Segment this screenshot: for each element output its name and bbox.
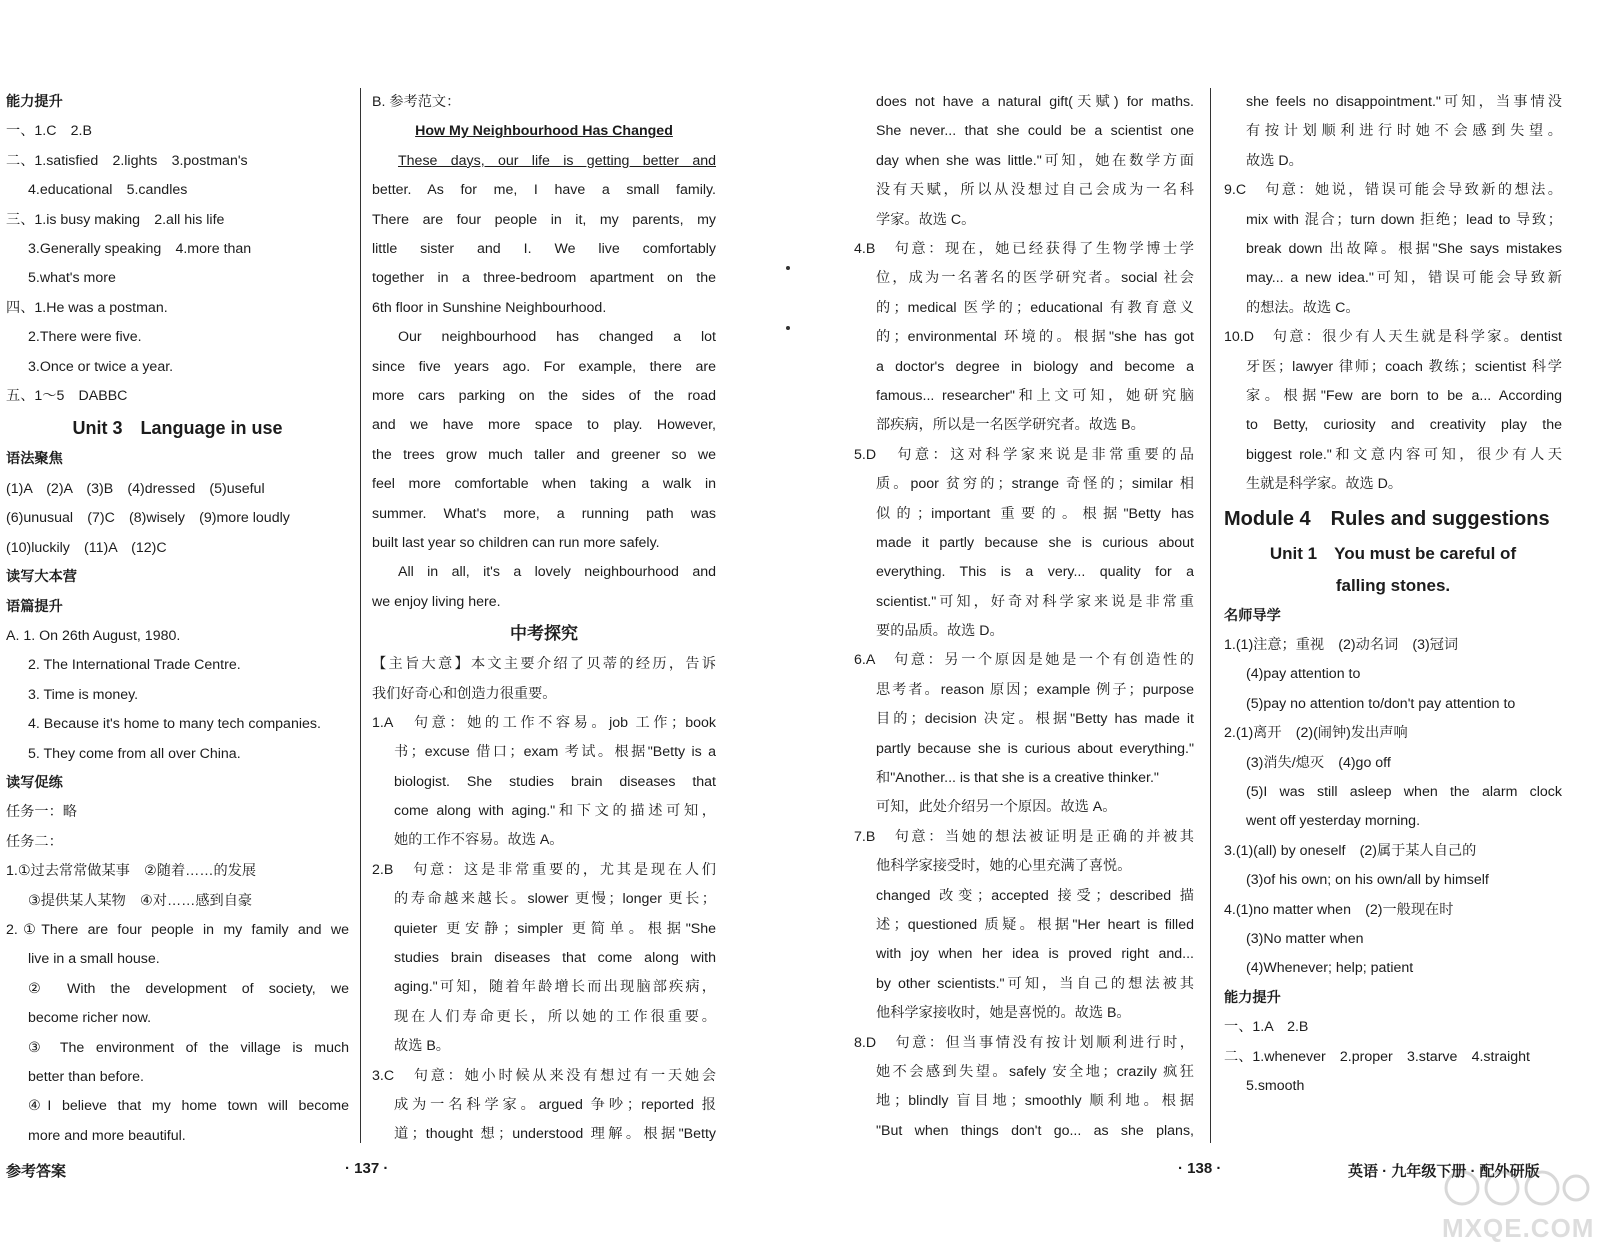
margin-dot — [786, 326, 790, 330]
answer-line: 1.A 句意：她的工作不容易。job 工作；book — [372, 714, 716, 731]
answer-line: 4. Because it's home to many tech companies. — [28, 716, 321, 733]
answer-line: 道；thought 想；understood 理解。根据"Betty — [394, 1126, 716, 1143]
unit-heading: Unit 1 You must be careful of — [1269, 543, 1517, 563]
answer-line: does not have a natural gift(天赋) for maths. — [876, 94, 1194, 110]
answer-line: 思考者。reason 原因；example 例子；purpose — [876, 681, 1194, 698]
footer-section-label: 参考答案 — [6, 1163, 67, 1180]
answer-line: 故选 B。 — [394, 1038, 450, 1055]
answer-line: a doctor's degree in biology and become a — [876, 358, 1194, 375]
answer-line: 书；excuse 借口；exam 考试。根据"Betty is a — [394, 744, 716, 761]
answer-line: (5)I was still asleep when the alarm clock — [1246, 783, 1562, 800]
answer-line: aging."可知，随着年龄增长而出现脑部疾病， — [394, 979, 716, 996]
answer-line: 5.D 句意：这对科学家来说是非常重要的品 — [854, 446, 1194, 463]
answer-line: 4.educational 5.candles — [28, 182, 188, 199]
answer-line: 生就是科学家。故选 D。 — [1246, 476, 1403, 493]
column-divider — [1210, 88, 1211, 1143]
answer-line: 他科学家接收时，她是喜悦的。故选 B。 — [876, 1005, 1131, 1022]
answer-line: (4)Whenever; help; patient — [1246, 960, 1414, 977]
answer-line: 1.①过去常常做某事 ②随着……的发展 — [6, 863, 257, 880]
answer-column-2 — [372, 88, 716, 1150]
essay-line: since five years ago. For example, there are — [372, 358, 716, 375]
answer-line: 的；environmental 环境的。根据"she has got — [876, 329, 1194, 346]
essay-line: built last year so children can run more safely. — [372, 534, 660, 551]
answer-line: 目的；decision 决定。根据"Betty has made it — [876, 711, 1194, 728]
answer-line: 的想法。故选 C。 — [1246, 299, 1360, 316]
answer-line: become richer now. — [28, 1010, 152, 1027]
margin-dot — [786, 266, 790, 270]
answer-line: (3)消失/熄灭 (4)go off — [1246, 754, 1391, 771]
answer-line: (1)A (2)A (3)B (4)dressed (5)useful — [6, 480, 265, 497]
answer-line: day when she was little."可知，她在数学方面 — [876, 152, 1194, 169]
answer-line: 位，成为一名著名的医学研究者。social 社会 — [876, 270, 1194, 287]
answer-line: 学家。故选 C。 — [876, 211, 976, 228]
answer-line: 9.C 句意：她说，错误可能会导致新的想法。 — [1224, 182, 1562, 199]
essay-line: 6th floor in Sunshine Neighbourhood. — [372, 299, 607, 316]
essay-line: There are four people in it, my parents, my — [372, 211, 716, 228]
answer-line: 3. Time is money. — [28, 686, 139, 703]
answer-line: 有按计划顺利进行时她不会感到失望。 — [1246, 123, 1562, 140]
answer-line: 5.what's more — [28, 270, 116, 287]
answer-line: A. 1. On 26th August, 1980. — [6, 627, 181, 644]
answer-line: 三、1.is busy making 2.all his life — [6, 211, 225, 228]
answer-line: scientist."可知，好奇对科学家来说是非常重 — [876, 593, 1194, 610]
section-heading: 能力提升 — [6, 94, 63, 110]
answer-line: 3.Generally speaking 4.more than — [28, 241, 252, 258]
answer-line: to Betty, curiosity and creativity play the — [1246, 417, 1562, 434]
answer-line: (3)No matter when — [1246, 930, 1364, 947]
answer-line: 地；blindly 盲目地；smoothly 顺利地。根据 — [876, 1093, 1194, 1110]
answer-line: 4.B 句意：现在，她已经获得了生物学博士学 — [854, 240, 1194, 257]
answer-line: 五、1～5 DABBC — [6, 388, 128, 405]
unit-heading: Unit 3 Language in use — [72, 418, 283, 439]
section-heading: 能力提升 — [1224, 989, 1281, 1006]
answer-line: 10.D 句意：很少有人天生就是科学家。dentist — [1224, 329, 1562, 346]
essay-line: the trees grow much taller and greener so we — [372, 446, 716, 463]
answer-line: quieter 更安静；simpler 更简单。根据"She — [394, 920, 716, 937]
answer-line: mix with 混合；turn down 拒绝；lead to 导致； — [1246, 211, 1562, 228]
answer-line: 述；questioned 质疑。根据"Her heart is filled — [876, 917, 1194, 934]
answer-line: come along with aging."和下文的描述可知， — [394, 803, 716, 820]
answer-line: biggest role."和文意内容可知，很少有人天 — [1246, 446, 1562, 463]
answer-line: She never... that she could be a scientist one — [876, 123, 1194, 140]
section-heading: 语法聚焦 — [6, 451, 63, 468]
answer-line: 3.Once or twice a year. — [28, 358, 174, 375]
answer-line: 她不会感到失望。safely 安全地；crazily 疯狂 — [876, 1064, 1194, 1080]
section-heading: 读写大本营 — [6, 569, 77, 586]
answer-line: 牙医；lawyer 律师；coach 教练；scientist 科学 — [1246, 358, 1562, 375]
essay-line: summer. What's more, a running path was — [372, 505, 716, 522]
answer-line: 我们好奇心和创造力很重要。 — [372, 685, 557, 702]
answer-line: 5.smooth — [1246, 1078, 1305, 1094]
answer-line: with joy when her idea is proved right and... — [876, 946, 1194, 963]
watermark-logo — [1442, 1168, 1595, 1243]
answer-line: 7.B 句意：当她的想法被证明是正确的并被其 — [854, 828, 1194, 845]
answer-line: ③ The environment of the village is much — [28, 1039, 349, 1056]
answer-line: more and more beautiful. — [28, 1127, 186, 1144]
unit-heading-continued: falling stones. — [1335, 575, 1451, 595]
answer-line: "But when things don't go... as she plans, — [876, 1122, 1194, 1139]
answer-line: 一、1.C 2.B — [6, 123, 92, 140]
answer-column-3 — [854, 88, 1194, 1146]
answer-line: 部疾病，所以是一名医学研究者。故选 B。 — [876, 417, 1145, 434]
answer-line: (3)of his own; on his own/all by himself — [1246, 872, 1489, 889]
watermark-text: MXQE.COM — [1442, 1213, 1595, 1243]
answer-line: 6.A 句意：另一个原因是她是一个有创造性的 — [854, 652, 1194, 669]
answer-line: 一、1.A 2.B — [1224, 1019, 1309, 1036]
answer-line: 和"Another... is that she is a creative thinker." — [876, 770, 1159, 787]
essay-line: These days, our life is getting better and — [398, 152, 716, 169]
answer-line: (6)unusual (7)C (8)wisely (9)more loudly — [6, 510, 290, 527]
answer-line: partly because she is curious about everything." — [876, 740, 1194, 757]
answer-line: may... a new idea."可知，错误可能会导致新 — [1246, 270, 1562, 287]
answer-column-4 — [1224, 88, 1562, 1101]
section-heading: 语篇提升 — [6, 598, 63, 615]
answer-line: (5)pay no attention to/don't pay attention to — [1246, 695, 1516, 712]
answer-line: went off yesterday morning. — [1246, 813, 1421, 830]
answer-line: 质。poor 贫穷的；strange 奇怪的；similar 相 — [876, 476, 1194, 493]
answer-line: 四、1.He was a postman. — [6, 299, 168, 316]
answer-line: by other scientists."可知，当自己的想法被其 — [876, 975, 1194, 992]
answer-line: 似的；important 重要的。根据"Betty has — [876, 505, 1194, 522]
answer-line: 2.①There are four people in my family and we — [6, 921, 349, 938]
answer-line: made it partly because she is curious about — [876, 534, 1194, 551]
answer-line: she feels no disappointment."可知，当事情没 — [1246, 94, 1562, 110]
answer-line: 【主旨大意】本文主要介绍了贝蒂的经历，告诉 — [372, 656, 716, 673]
essay-line: we enjoy living here. — [372, 593, 501, 610]
answer-line: 现在人们寿命更长，所以她的工作很重要。 — [394, 1008, 716, 1025]
answer-line: 2.B 句意：这是非常重要的，尤其是现在人们 — [372, 861, 716, 878]
exam-heading: 中考探究 — [510, 624, 578, 644]
answer-line: 8.D 句意：但当事情没有按计划顺利进行时， — [854, 1034, 1194, 1051]
essay-title: How My Neighbourhood Has Changed — [415, 123, 673, 140]
answer-line: live in a small house. — [28, 951, 160, 968]
right-page — [800, 0, 1600, 1246]
answer-line: better than before. — [28, 1068, 144, 1085]
answer-line: (4)pay attention to — [1246, 666, 1361, 683]
answer-line: 5. They come from all over China. — [28, 745, 241, 762]
answer-line: 任务二： — [6, 833, 63, 850]
answer-line: studies brain diseases that come along with — [394, 950, 716, 967]
essay-line: little sister and I. We live comfortably — [372, 240, 716, 257]
answer-line: 3.C 句意：她小时候从来没有想过有一天她会 — [372, 1067, 716, 1084]
answer-line: 3.(1)(all) by oneself (2)属于某人自己的 — [1224, 842, 1477, 859]
answer-line: 他科学家接受时，她的心里充满了喜悦。 — [876, 858, 1132, 875]
essay-line: better. As for me, I have a small family. — [372, 182, 716, 199]
section-heading: 读写促练 — [6, 774, 63, 791]
answer-line: 任务一：略 — [6, 804, 77, 821]
watermark-emblem-icon — [1442, 1168, 1592, 1208]
answer-line: 二、1.satisfied 2.lights 3.postman's — [6, 152, 248, 169]
answer-line: 家。根据"Few are born to be a... According — [1246, 387, 1562, 404]
answer-line: 二、1.whenever 2.proper 3.starve 4.straight — [1224, 1048, 1530, 1065]
footer-book-label: 英语 · 九年级下册 · 配外研版 — [1348, 1163, 1540, 1180]
page-number: · 138 · — [1178, 1160, 1222, 1177]
essay-line: Our neighbourhood has changed a lot — [398, 329, 716, 346]
column-divider — [360, 88, 361, 1143]
answer-line: 1.(1)注意；重视 (2)动名词 (3)冠词 — [1224, 636, 1459, 653]
answer-line: 可知，此处介绍另一个原因。故选 A。 — [876, 799, 1117, 816]
essay-line: feel more comfortable when taking a walk in — [372, 476, 716, 493]
answer-line: 没有天赋，所以从没想过自己会成为一名科 — [876, 182, 1194, 199]
answer-line: 2.There were five. — [28, 329, 142, 346]
answer-line: everything. This is a very... quality for a — [876, 564, 1194, 581]
section-heading: 名师导学 — [1224, 607, 1281, 624]
answer-line: 成为一名科学家。argued 争吵；reported 报 — [394, 1097, 716, 1114]
answer-line: 4.(1)no matter when (2)一般现在时 — [1224, 901, 1454, 918]
answer-column-1 — [6, 88, 349, 1151]
answer-line: biologist. She studies brain diseases that — [394, 773, 716, 790]
page-number: · 137 · — [345, 1160, 389, 1177]
answer-line: famous... researcher"和上文可知，她研究脑 — [876, 387, 1194, 404]
answer-line: break down 出故障。根据"She says mistakes — [1246, 240, 1562, 257]
answer-line: 她的工作不容易。故选 A。 — [394, 832, 564, 849]
answer-line: 的；medical 医学的；educational 有教育意义 — [876, 299, 1194, 316]
answer-line: ③提供某人某物 ④对……感到自豪 — [28, 892, 253, 909]
answer-line: changed 改变；accepted 接受；described 描 — [876, 887, 1194, 904]
answer-line: 要的品质。故选 D。 — [876, 623, 1004, 640]
answer-line: 2. The International Trade Centre. — [28, 657, 241, 674]
b-label: B. 参考范文： — [372, 94, 461, 110]
essay-line: together in a three-bedroom apartment on the — [372, 270, 716, 287]
answer-line: 故选 D。 — [1246, 152, 1303, 169]
answer-line: ④I believe that my home town will become — [28, 1098, 349, 1115]
answer-line: ② With the development of society, we — [28, 980, 349, 997]
essay-line: and we have more space to play. However, — [372, 417, 716, 434]
answer-line: (10)luckily (11)A (12)C — [6, 539, 167, 556]
essay-line: more cars parking on the sides of the road — [372, 387, 716, 404]
essay-line: All in all, it's a lovely neighbourhood and — [398, 564, 716, 581]
module-heading: Module 4 Rules and suggestions — [1224, 507, 1550, 530]
answer-line: 的寿命越来越长。slower 更慢；longer 更长； — [394, 891, 716, 908]
answer-line: 2.(1)离开 (2)(闹钟)发出声响 — [1224, 725, 1408, 742]
